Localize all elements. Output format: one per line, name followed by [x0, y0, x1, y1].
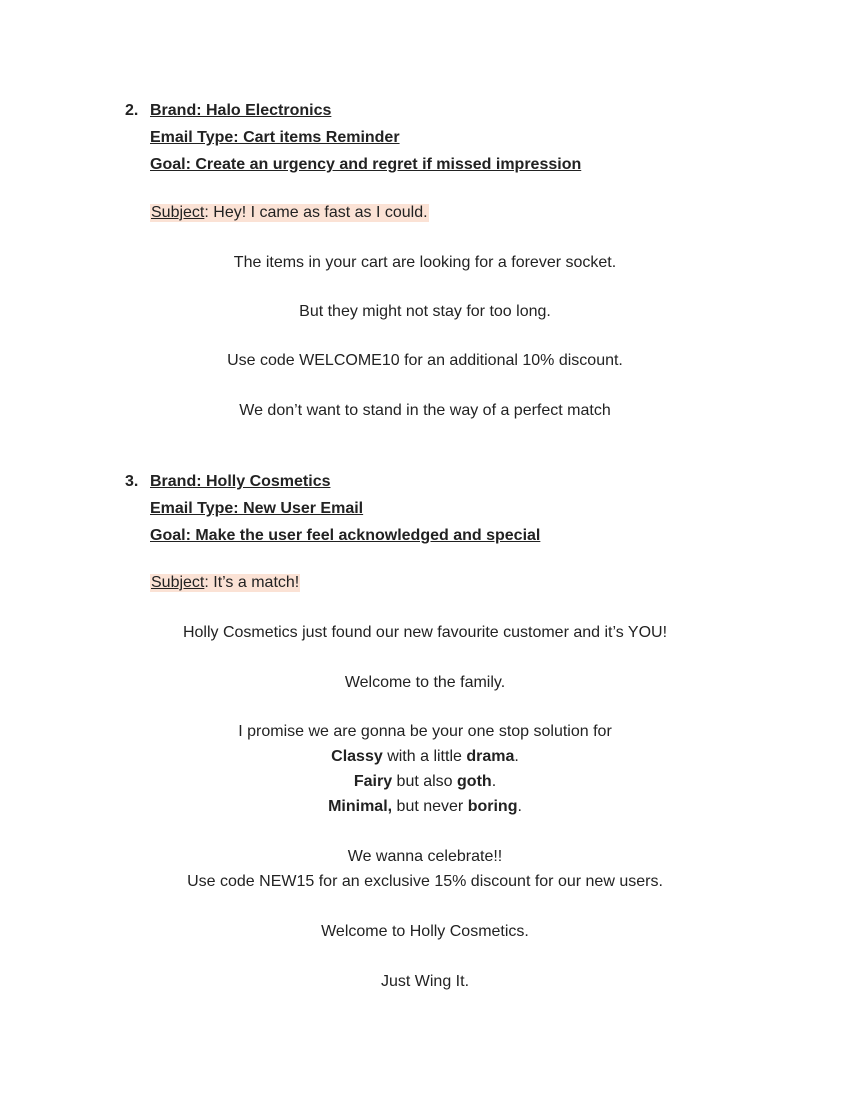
contrast-connector: but also [392, 773, 458, 790]
contrast-connector: with a little [382, 748, 467, 765]
contrast-line [0, 748, 850, 766]
brand-heading: Brand: Holly Cosmetics [150, 473, 331, 490]
subject-text: : It’s a match! [204, 574, 300, 591]
section-number: 2. [125, 102, 139, 119]
subject-text: : Hey! I came as fast as I could. [204, 204, 428, 221]
contrast-word-a: Minimal, [328, 798, 393, 815]
goal-heading: Goal: Create an urgency and regret if missed impression [150, 156, 582, 173]
contrast-word-a: Classy [331, 748, 383, 765]
body-line: We don’t want to stand in the way of a perfect match [239, 402, 611, 419]
contrast-line [0, 773, 850, 791]
contrast-word-a: Fairy [353, 773, 393, 790]
email-type-heading: Email Type: New User Email [150, 500, 364, 517]
subject-line [150, 574, 300, 592]
subject-label: Subject [151, 574, 205, 591]
contrast-end: . [491, 773, 497, 790]
body-line: I promise we are gonna be your one stop solution for [238, 723, 612, 740]
contrast-end: . [517, 798, 522, 815]
closing-line: We wanna celebrate!! [347, 848, 503, 865]
closing-line: Welcome to Holly Cosmetics. [321, 923, 529, 940]
body-line: Holly Cosmetics just found our new favourite customer and it’s YOU! [182, 624, 668, 641]
closing-line: Use code NEW15 for an exclusive 15% discount for our new users. [187, 873, 663, 890]
brand-heading: Brand: Halo Electronics [150, 102, 332, 119]
subject-line [150, 204, 429, 222]
body-line: The items in your cart are looking for a forever socket. [233, 254, 617, 271]
email-type-heading: Email Type: Cart items Reminder [150, 129, 400, 146]
contrast-word-b: goth [457, 773, 492, 790]
contrast-word-b: boring [467, 798, 518, 815]
contrast-line [0, 798, 850, 816]
contrast-connector: but never [392, 798, 468, 815]
subject-label: Subject [151, 204, 205, 221]
body-line: But they might not stay for too long. [299, 303, 551, 320]
goal-heading: Goal: Make the user feel acknowledged and special [150, 527, 541, 544]
contrast-end: . [514, 748, 519, 765]
closing-line: Just Wing It. [380, 973, 470, 990]
body-line: Welcome to the family. [344, 674, 506, 691]
body-line: Use code WELCOME10 for an additional 10% discount. [227, 352, 623, 369]
contrast-word-b: drama [466, 748, 515, 765]
section-number: 3. [125, 473, 139, 490]
